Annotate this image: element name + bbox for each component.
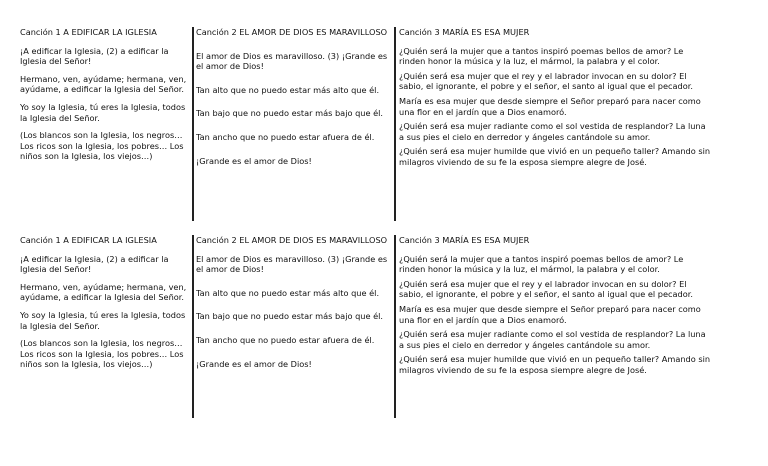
song-3-column	[399, 27, 711, 172]
song-3-verse: ¿Quién será esa mujer que el rey y el labrador invocan en su dolor? El sabio, el ignorante, el pobre y el señor, el santo al igual que el pecador.	[399, 278, 693, 300]
song-2-title: Canción 2 EL AMOR DE DIOS ES MARAVILLOSO	[196, 27, 388, 37]
song-1-verse: Yo soy la Iglesia, tú eres la Iglesia, todos la Iglesia del Señor.	[20, 101, 186, 123]
song-1-verse: (Los blancos son la Iglesia, los negros… Los ricos son la Iglesia, los pobres… Los niños son la Iglesia, los viejos…)	[20, 338, 184, 370]
song-1-verse: Yo soy la Iglesia, tú eres la Iglesia, todos la Iglesia del Señor.	[20, 309, 186, 331]
song-2-column	[196, 27, 390, 179]
song-2-verse: Tan ancho que no puedo estar afuera de él.	[196, 334, 375, 345]
song-2-verse: El amor de Dios es maravilloso. (3) ¡Grande es el amor de Dios!	[196, 253, 388, 275]
column-divider	[192, 27, 194, 221]
song-1-column	[20, 27, 188, 169]
song-2-column	[196, 235, 390, 382]
song-3-verse: María es esa mujer que desde siempre el Señor preparó para nacer como una flor en el jardín que a Dios enamoró.	[399, 303, 701, 325]
column-divider	[394, 27, 396, 221]
song-3-column	[399, 235, 711, 380]
song-1-column	[20, 235, 188, 377]
song-2-verse: El amor de Dios es maravilloso. (3) ¡Grande es el amor de Dios!	[196, 50, 388, 72]
song-1-verse: (Los blancos son la Iglesia, los negros… Los ricos son la Iglesia, los pobres… Los niños son la Iglesia, los viejos…)	[20, 130, 184, 162]
song-sheet-bottom	[0, 235, 768, 435]
song-1-title: Canción 1 A EDIFICAR LA IGLESIA	[20, 27, 157, 37]
song-2-title: Canción 2 EL AMOR DE DIOS ES MARAVILLOSO	[196, 235, 388, 245]
song-2-verse: Tan alto que no puedo estar más alto que él.	[196, 84, 380, 95]
song-2-verse: Tan bajo que no puedo estar más bajo que él.	[196, 311, 384, 322]
song-3-verse: ¿Quién será esa mujer humilde que vivió en un pequeño taller? Amando sin milagros viviendo de su fe la esposa siempre alegre de José.	[399, 146, 711, 167]
column-divider	[192, 235, 194, 418]
song-1-verse: ¡A edificar la Iglesia, (2) a edificar la Iglesia del Señor!	[20, 45, 169, 67]
song-2-verse: ¡Grande es el amor de Dios!	[196, 155, 312, 166]
song-3-verse: ¿Quién será esa mujer radiante como el sol vestida de resplandor? La luna a sus pies el cielo en derredor y ángeles cantándole su amor.	[399, 329, 706, 350]
song-3-verse: ¿Quién será la mujer que a tantos inspiró poemas bellos de amor? Le rinden honor la música y la luz, el mármol, la palabra y el color.	[399, 45, 684, 67]
song-3-verse: María es esa mujer que desde siempre el Señor preparó para nacer como una flor en el jardín que a Dios enamoró.	[399, 95, 701, 117]
song-1-verse: Hermano, ven, ayúdame; hermana, ven, ayúdame, a edificar la Iglesia del Señor.	[20, 281, 187, 303]
song-3-title: Canción 3 MARÍA ES ESA MUJER	[399, 27, 530, 37]
song-1-title: Canción 1 A EDIFICAR LA IGLESIA	[20, 235, 157, 245]
song-sheet-top	[0, 27, 768, 227]
song-3-verse: ¿Quién será esa mujer radiante como el sol vestida de resplandor? La luna a sus pies el cielo en derredor y ángeles cantándole su amor.	[399, 121, 706, 142]
song-3-verse: ¿Quién será esa mujer que el rey y el labrador invocan en su dolor? El sabio, el ignorante, el pobre y el señor, el santo al igual que el pecador.	[399, 70, 693, 92]
column-divider	[394, 235, 396, 418]
song-2-verse: Tan alto que no puedo estar más alto que él.	[196, 287, 380, 298]
song-1-verse: Hermano, ven, ayúdame; hermana, ven, ayúdame, a edificar la Iglesia del Señor.	[20, 73, 187, 95]
song-2-verse: Tan bajo que no puedo estar más bajo que él.	[196, 108, 384, 119]
song-2-verse: Tan ancho que no puedo estar afuera de él.	[196, 131, 375, 142]
song-2-verse: ¡Grande es el amor de Dios!	[196, 358, 312, 369]
song-1-verse: ¡A edificar la Iglesia, (2) a edificar la Iglesia del Señor!	[20, 253, 169, 275]
song-3-verse: ¿Quién será la mujer que a tantos inspiró poemas bellos de amor? Le rinden honor la música y la luz, el mármol, la palabra y el color.	[399, 253, 684, 275]
song-3-title: Canción 3 MARÍA ES ESA MUJER	[399, 235, 530, 245]
song-3-verse: ¿Quién será esa mujer humilde que vivió en un pequeño taller? Amando sin milagros viviendo de su fe la esposa siempre alegre de José.	[399, 354, 711, 375]
